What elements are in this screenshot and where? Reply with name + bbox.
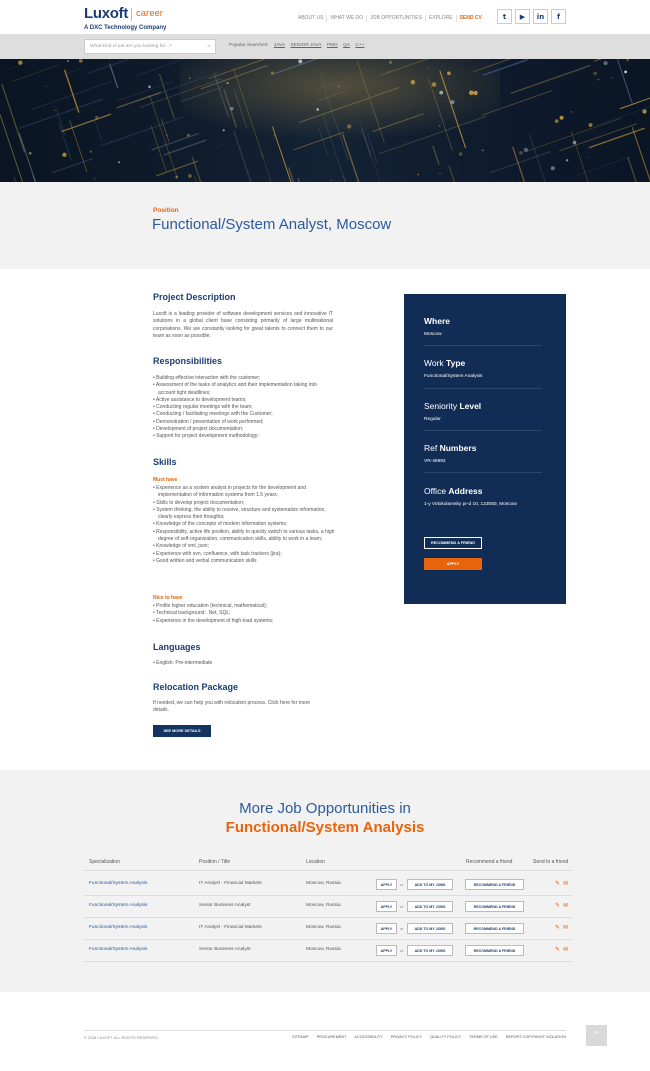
row-apply-button[interactable]: APPLY — [376, 879, 397, 890]
search-input[interactable] — [84, 39, 216, 54]
share-link-icon[interactable]: ✎ — [555, 924, 561, 931]
footer-link-report[interactable]: REPORT COPYRIGHT VIOLATION — [505, 1035, 566, 1039]
table-row-divider — [84, 917, 572, 918]
email-icon[interactable]: ✉ — [563, 880, 569, 887]
job-specialization-link[interactable]: Functional/System Analysis — [89, 925, 148, 930]
ref-label-a: Ref — [424, 443, 440, 453]
list-item: • Experience as a system analyst in projects for the development and implementation of information systems from 1.5 years; — [153, 485, 335, 500]
nav-explore[interactable]: EXPLORE — [425, 15, 456, 22]
circuit-light — [227, 82, 229, 84]
job-title: Senior Business Analyst — [199, 947, 251, 952]
job-title: IT Analyst - Financial Markets — [199, 925, 262, 930]
work-type-label — [424, 358, 465, 368]
circuit-light — [439, 91, 443, 95]
office-label-a: Office — [424, 486, 449, 496]
main-nav — [295, 13, 485, 23]
circuit-light — [338, 86, 339, 87]
circuit-light — [482, 150, 484, 152]
list-item: • Experience in the development of high-load systems; — [153, 618, 335, 625]
circuit-light — [524, 148, 528, 152]
footer-link-privacy[interactable]: PRIVACY POLICY — [390, 1035, 423, 1039]
list-item: • Active assistance to development teams; — [153, 397, 335, 404]
list-item: • Support for project development methodology; — [153, 433, 335, 440]
circuit-light — [469, 90, 474, 95]
col-header-position: Position / Title — [199, 859, 231, 865]
add-to-my-jobs-button[interactable]: ADD TO MY JOBS — [407, 901, 453, 912]
circuit-light — [551, 166, 555, 170]
circuit-light — [589, 157, 590, 158]
circuit-light — [166, 134, 168, 136]
circuit-light — [94, 178, 95, 179]
facebook-icon[interactable]: f — [551, 9, 566, 24]
list-item: • Development of project documentation; — [153, 426, 335, 433]
circuit-light — [604, 61, 608, 65]
circuit-light — [624, 71, 627, 74]
circuit-light — [555, 119, 559, 123]
circuit-light — [571, 111, 572, 112]
job-specialization-link[interactable]: Functional/System Analysis — [89, 881, 148, 886]
circuit-light — [593, 72, 597, 76]
circuit-light — [473, 91, 477, 95]
card-divider — [424, 430, 542, 431]
search-icon[interactable]: ⌕ — [207, 43, 211, 50]
where-value: Moscow — [424, 332, 442, 337]
add-to-my-jobs-button[interactable]: ADD TO MY JOBS — [407, 945, 453, 956]
share-link-icon[interactable]: ✎ — [555, 902, 561, 909]
position-label: Position — [153, 207, 179, 214]
nice-to-have-list — [153, 603, 335, 625]
footer-link-quality[interactable]: QUALITY POLICY — [430, 1035, 462, 1039]
add-to-my-jobs-button[interactable]: ADD TO MY JOBS — [407, 879, 453, 890]
job-info-card — [404, 294, 566, 604]
recommend-friend-button[interactable]: RECOMMEND A FRIEND — [424, 537, 482, 549]
responsibilities-list — [153, 375, 335, 441]
circuit-light — [450, 100, 454, 104]
email-icon[interactable]: ✉ — [563, 902, 569, 909]
nav-about-us[interactable]: ABOUT US — [298, 14, 324, 21]
list-item: • Conducting / facilitating meetings with the Customer; — [153, 411, 335, 418]
circuit-light — [389, 61, 392, 64]
hero-banner-image — [0, 59, 650, 182]
work-type-label-b: Type — [446, 358, 466, 368]
list-item: • Responsibility, active life position, ability to quickly switch to various tasks, a high degree of self-organization, communication skills, ability to work in a team; — [153, 529, 335, 544]
table-row-divider — [84, 939, 572, 940]
popular-search-link[interactable]: JAVA — [273, 43, 286, 48]
circuit-light — [598, 79, 600, 81]
twitter-icon[interactable]: t — [497, 9, 512, 24]
job-location: Moscow, Russia — [306, 881, 341, 886]
relocation-text: If needed, we can help you with relocation process. Click here for more details. — [153, 700, 311, 714]
row-apply-button[interactable]: APPLY — [376, 945, 397, 956]
circuit-light — [54, 110, 55, 111]
card-divider — [424, 472, 542, 473]
list-item: • Assessment of the tasks of analytics and their implementation taking into account tight deadlines; — [153, 382, 335, 397]
card-divider — [424, 345, 542, 346]
col-header-send: Send to a friend — [533, 859, 569, 865]
logo-career: career — [136, 8, 163, 19]
ref-numbers-value: VR-46992 — [424, 459, 446, 464]
row-recommend-button[interactable]: RECOMMEND A FRIEND — [465, 923, 524, 934]
skills-heading: Skills — [153, 457, 177, 467]
list-item: • English: Pre-intermediate — [153, 660, 335, 667]
circuit-light — [298, 59, 302, 63]
share-link-icon[interactable]: ✎ — [555, 880, 561, 887]
job-title: IT Analyst - Financial Markets — [199, 881, 262, 886]
popular-searches-label: Popular Searches: — [229, 43, 269, 48]
footer-links — [292, 1035, 566, 1039]
copyright-text: © 2018 LUXOFT. ALL RIGHTS RESERVED. — [84, 1036, 159, 1040]
circuit-light — [188, 174, 192, 178]
circuit-light — [573, 141, 577, 145]
list-item: • Good written and verbal communication skills — [153, 558, 335, 565]
job-location: Moscow, Russia — [306, 903, 341, 908]
email-icon[interactable]: ✉ — [563, 946, 569, 953]
circuit-light — [642, 109, 646, 113]
chevron-up-icon: ⌃ — [592, 1030, 601, 1041]
circuit-light — [79, 59, 83, 63]
circuit-light — [175, 176, 178, 179]
row-recommend-button[interactable]: RECOMMEND A FRIEND — [465, 901, 524, 912]
languages-list — [153, 660, 335, 667]
circuit-light — [331, 180, 332, 181]
row-recommend-button[interactable]: RECOMMEND A FRIEND — [465, 945, 524, 956]
seniority-label-a: Seniority — [424, 401, 460, 411]
circuit-light — [611, 77, 613, 79]
circuit-light — [18, 61, 22, 65]
back-to-top-button[interactable] — [586, 1025, 607, 1046]
circuit-light — [148, 86, 151, 89]
circuit-light — [418, 174, 419, 175]
or-text: or — [400, 904, 404, 909]
ref-label-b: Numbers — [439, 443, 477, 453]
popular-searches — [229, 43, 368, 48]
relocation-heading: Relocation Package — [153, 682, 239, 692]
job-location: Moscow, Russia — [306, 947, 341, 952]
job-specialization-link[interactable]: Functional/System Analysis — [89, 903, 148, 908]
top-header — [0, 0, 650, 34]
circuit-light — [230, 107, 233, 110]
list-item: • Knowledge of xml, json; — [153, 543, 335, 550]
seniority-level-value: Regular — [424, 417, 441, 422]
circuit-light — [118, 161, 120, 163]
list-item: • Technical background: .Net, SQL; — [153, 610, 335, 617]
circuit-board-image — [0, 59, 650, 182]
office-label-b: Address — [448, 486, 483, 496]
circuit-light — [62, 153, 66, 157]
list-item: • Profile higher education (technical, mathematical); — [153, 603, 335, 610]
job-location: Moscow, Russia — [306, 925, 341, 930]
luxoft-logo[interactable] — [84, 5, 184, 31]
or-text: or — [400, 882, 404, 887]
circuit-light — [95, 116, 98, 119]
list-item: • Conducting regular meetings with the team; — [153, 404, 335, 411]
job-specialization-link[interactable]: Functional/System Analysis — [89, 947, 148, 952]
logo-wordmark: Luxoft — [84, 5, 129, 22]
circuit-light — [447, 72, 451, 76]
circuit-light — [46, 86, 48, 88]
footer-link-procurement[interactable]: PROCUREMENT — [316, 1035, 347, 1039]
popular-search-link[interactable]: C++ — [355, 43, 365, 48]
job-title: Senior Business Analyst — [199, 903, 251, 908]
more-jobs-subtitle: Functional/System Analysis — [225, 819, 425, 836]
office-address-label — [424, 486, 482, 496]
col-header-location: Location — [306, 859, 325, 865]
nav-send-cv[interactable]: SEND CV — [456, 15, 485, 22]
see-more-details-button[interactable]: SEE MORE DETAILS — [153, 725, 211, 737]
more-jobs-title: More Job Opportunities in — [239, 800, 411, 817]
list-item: • Skills to develop project documentation; — [153, 500, 335, 507]
where-label: Where — [424, 316, 450, 326]
email-icon[interactable]: ✉ — [563, 924, 569, 931]
popular-search-link[interactable]: SENIOR JAVA — [290, 43, 322, 48]
col-header-specialization: Specialization — [89, 859, 120, 865]
search-placeholder: What kind of job are you looking for...? — [90, 44, 172, 49]
circuit-light — [388, 71, 389, 72]
youtube-icon[interactable]: ▶ — [515, 9, 530, 24]
work-type-value: Functional/System Analysis — [424, 374, 483, 379]
circuit-light — [273, 135, 275, 137]
table-row-divider — [84, 961, 572, 962]
circuit-light — [187, 134, 190, 137]
circuit-light — [589, 123, 593, 127]
circuit-light — [439, 125, 441, 127]
circuit-light — [271, 72, 274, 75]
seniority-level-label — [424, 401, 481, 411]
circuit-light — [29, 152, 32, 155]
add-to-my-jobs-button[interactable]: ADD TO MY JOBS — [407, 923, 453, 934]
table-header-rule — [84, 870, 572, 871]
work-type-label-a: Work — [424, 358, 447, 368]
row-apply-button[interactable]: APPLY — [376, 923, 397, 934]
list-item: • System thinking, the ability to receive, structure and systematize information, clearly express their thoughts; — [153, 507, 335, 522]
table-row-divider — [84, 895, 572, 896]
col-header-recommend: Recommend a friend — [466, 859, 513, 865]
circuit-light — [347, 124, 351, 128]
project-description-heading: Project Description — [153, 292, 236, 302]
or-text: or — [400, 926, 404, 931]
seniority-label-b: Level — [459, 401, 482, 411]
circuit-light — [90, 150, 92, 152]
languages-heading: Languages — [153, 642, 201, 652]
must-have-label: Must have — [153, 477, 178, 483]
card-divider — [424, 388, 542, 389]
row-apply-button[interactable]: APPLY — [376, 901, 397, 912]
nice-to-have-label: Nice to have — [153, 595, 183, 601]
circuit-light — [459, 152, 463, 156]
circuit-light — [316, 108, 319, 111]
footer-link-sitemap[interactable]: SITEMAP — [292, 1035, 309, 1039]
nav-job-opportunities[interactable]: JOB OPPORTUNITIES — [366, 15, 425, 22]
must-have-list — [153, 485, 335, 565]
circuit-light — [566, 159, 568, 161]
nav-what-we-do[interactable]: WHAT WE DO — [326, 15, 366, 22]
list-item: • Demonstration / presentation of work performed; — [153, 419, 335, 426]
circuit-light — [189, 77, 191, 79]
footer-link-accessibility[interactable]: ACCESSIBILITY — [354, 1035, 383, 1039]
list-item: • Knowledge of the concepts of modern information systems; — [153, 521, 335, 528]
project-description-text: Luxoft is a leading provider of software development services and innovative IT solutions in a global client base consisting primarily of large multinational corporations. We are constantly looking for great talents to connect them to our team as soon as possible. — [153, 311, 333, 339]
circuit-light — [67, 60, 69, 62]
circuit-light — [411, 80, 415, 84]
page-title: Functional/System Analyst, Moscow — [152, 216, 392, 233]
footer-link-terms[interactable]: TERMS OF USE — [469, 1035, 498, 1039]
logo-divider — [131, 8, 132, 21]
circuit-light — [439, 173, 441, 175]
popular-search-link[interactable]: QA — [343, 43, 351, 48]
linkedin-icon[interactable]: in — [533, 9, 548, 24]
responsibilities-heading: Responsibilities — [153, 356, 223, 366]
popular-search-link[interactable]: PMO — [326, 43, 338, 48]
circuit-light — [223, 129, 225, 131]
ref-numbers-label — [424, 443, 476, 453]
or-text: or — [400, 948, 404, 953]
circuit-light — [428, 68, 429, 69]
circuit-light — [519, 151, 523, 155]
circuit-light — [432, 82, 437, 87]
row-recommend-button[interactable]: RECOMMEND A FRIEND — [465, 879, 524, 890]
share-link-icon[interactable]: ✎ — [555, 946, 561, 953]
list-item: • Building effective interaction with the customer; — [153, 375, 335, 382]
office-address-value: 1-y Volokolamsky pr-d 10, 123060, Moscow — [424, 502, 517, 507]
footer-divider — [84, 1030, 566, 1031]
circuit-light — [560, 116, 564, 120]
list-item: • Experience with svn, confluence, with task trackers (jira); — [153, 551, 335, 558]
circuit-light — [221, 144, 222, 145]
logo-tagline: A DXC Technology Company — [84, 25, 167, 31]
apply-button[interactable]: APPLY — [424, 558, 482, 570]
